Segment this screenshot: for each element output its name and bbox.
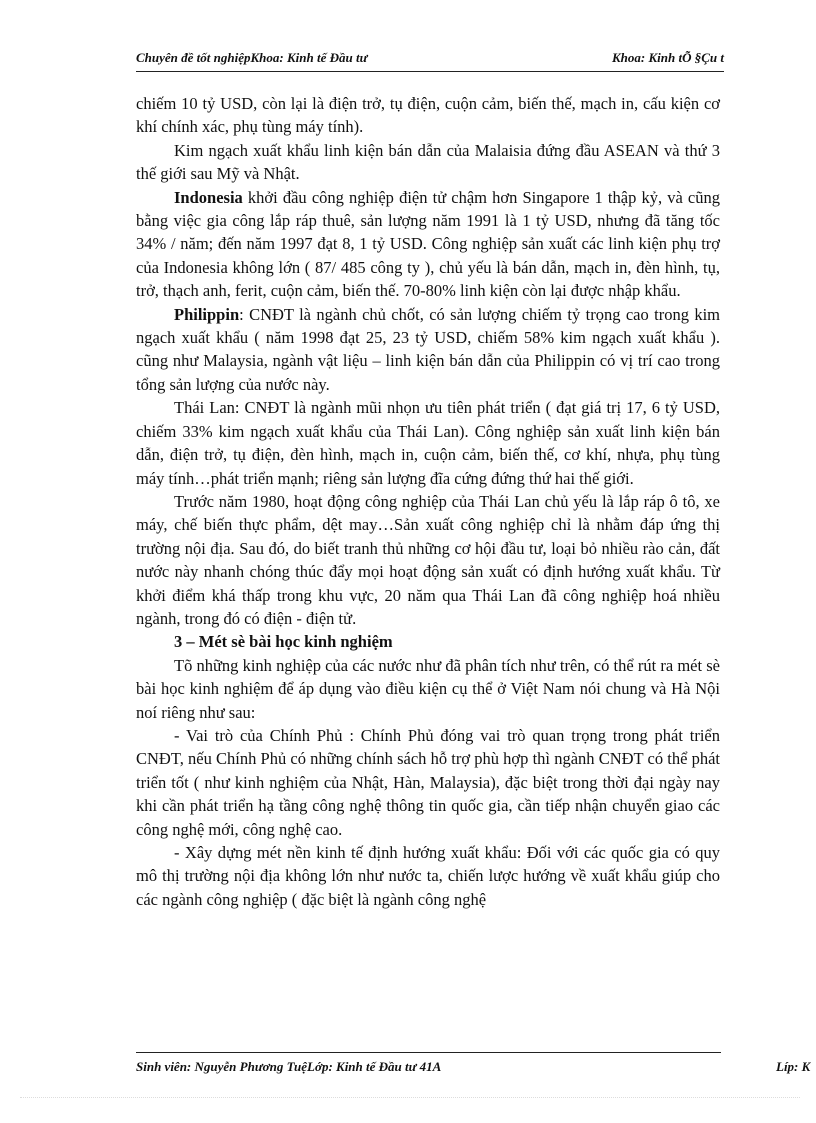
footer-left-text: Sinh viên: Nguyễn Phương TuệLớp: Kinh tế Đầu tư 41A [136, 1059, 442, 1074]
paragraph-text: - Vai trò của Chính Phủ : Chính Phủ đóng vai trò quan trọng trong phát triển CNĐT, nếu Chính Phủ có những chính sách hỗ trợ phù hợp thì ngành CNĐT có thể phát triển tốt ( như kinh nghiệm của Nhật, Hàn, Malaysia), đặc biệt trong thời đại ngày nay khi cần phát triển hạ tầng công nghệ thông tin quốc gia, cần tiếp nhận chuyển giao các công nghệ mới, công nghệ cao. [136, 725, 720, 839]
paragraph-lead: Philippin [174, 304, 240, 324]
paragraph [136, 490, 720, 630]
header-left-text: Chuyên đề tốt nghiệpKhoa: Kinh tế Đầu tư [136, 50, 368, 65]
paragraph-lead: Indonesia [174, 187, 243, 207]
paragraph-text: khởi đầu công nghiệp điện tử chậm hơn Singapore 1 thập kỷ, và cũng bằng việc gia công lắp ráp thuê, sản lượng năm 1991 là 1 tỷ USD, nhưng đã tăng tốc 34% / năm; đến năm 1997 đạt 8, 1 tỷ USD. Công nghiệp sản xuất các linh kiện phụ trợ của Indonesia không lớn ( 87/ 485 công ty ), chủ yếu là bán dẫn, mạch in, đèn hình, tụ, trở, thạch anh, ferit, cuộn cảm, biến thế. 70-80% linh kiện còn lại được nhập khẩu. [136, 187, 720, 301]
paragraph [136, 139, 720, 186]
section-heading [136, 630, 720, 653]
paragraph [136, 654, 720, 724]
paragraph [136, 396, 720, 490]
paragraph [136, 92, 720, 139]
paragraph [136, 303, 720, 397]
paragraph [136, 841, 720, 911]
footer-rule [136, 1052, 721, 1053]
paragraph [136, 186, 720, 303]
paragraph-text: : CNĐT là ngành chủ chốt, có sản lượng chiếm tỷ trọng cao trong kim ngạch xuất khẩu ( năm 1998 đạt 25, 23 tỷ USD, chiếm 58% kim ngạch xuất khẩu ). cũng như Malaysia, ngành vật liệu – linh kiện bán dẫn của Philippin có vị trí cao trong tổng sản lượng của nước này. [136, 304, 720, 394]
paragraph-text: chiếm 10 tỷ USD, còn lại là điện trở, tụ điện, cuộn cảm, biến thế, mạch in, cấu kiện cơ khí chính xác, phụ tùng máy tính). [136, 94, 720, 137]
document-body [136, 92, 720, 911]
header-right-text: Khoa: Kinh tÕ §Çu t [612, 50, 724, 65]
paragraph [136, 724, 720, 841]
page-bottom-divider [20, 1097, 800, 1098]
page-footer [136, 1059, 816, 1077]
paragraph-text: Kim ngạch xuất khẩu linh kiện bán dẫn của Malaisia đứng đầu ASEAN và thứ 3 thế giới sau Mỹ và Nhật. [136, 140, 720, 184]
paragraph-text: Tõ những kinh nghiệp của các nước như đã phân tích như trên, có thể rút ra mét sè bài học kinh nghiệm để áp dụng vào điều kiện cụ thể ở Việt Nam nói chung và Hà Nội noí riêng như sau: [136, 655, 720, 722]
footer-right-text: Líp: K [776, 1059, 811, 1074]
section-heading-text: 3 – Mét sè bài học kinh nghiệm [174, 632, 393, 652]
paragraph-text: Thái Lan: CNĐT là ngành mũi nhọn ưu tiên phát triển ( đạt giá trị 17, 6 tỷ USD, chiếm 33% kim ngạch xuất khẩu của Thái Lan). Công nghiệp sản xuất linh kiện bán dẫn, điện trở, tụ điện, đèn hình, mạch in, cuộn cảm, biến thế, cơ khí, nhựa, phụ tùng máy tính…phát triển mạnh; riêng sản lượng đĩa cứng đứng thứ hai thế giới. [136, 398, 720, 488]
paragraph-text: Trước năm 1980, hoạt động công nghiệp của Thái Lan chủ yếu là lắp ráp ô tô, xe máy, chế biến thực phẩm, dệt may…Sản xuất công nghiệp chỉ là nhằm đáp ứng thị trường nội địa. Sau đó, do biết tranh thủ những cơ hội đầu tư, loại bỏ nhiều rào cản, đất nước này nhanh chóng thúc đẩy mọi hoạt động sản xuất có định hướng xuất khẩu. Từ khởi điểm khá thấp trong khu vực, 20 năm qua Thái Lan đã công nghiệp hoá nhiều ngành, trong đó có điện - điện tử. [136, 491, 720, 628]
header-rule [136, 71, 724, 72]
paragraph-text: - Xây dựng mét nền kinh tế định hướng xuất khẩu: Đối với các quốc gia có quy mô thị trường nội địa không lớn như nước ta, chiến lược hướng về xuất khẩu giúp cho các ngành công nghiệp ( đặc biệt là ngành công nghệ [136, 843, 720, 909]
page-header [136, 50, 724, 68]
